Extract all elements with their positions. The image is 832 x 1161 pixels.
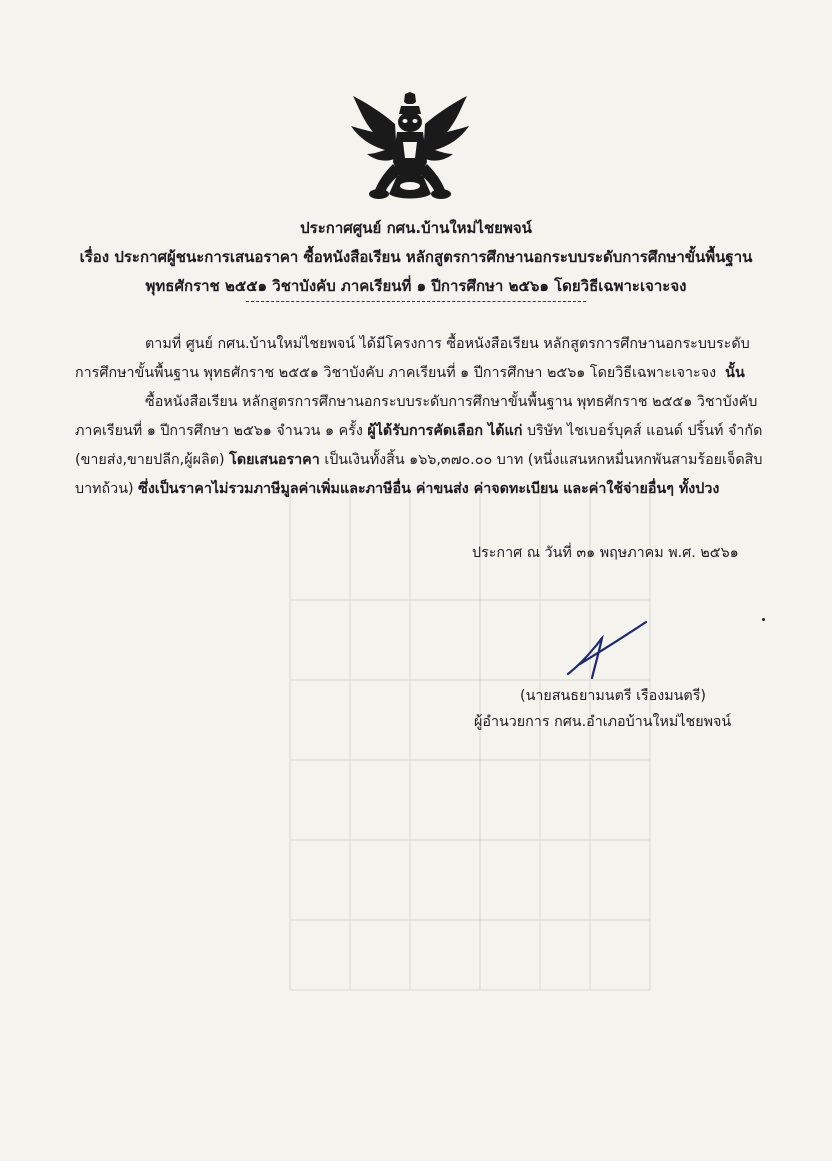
- body-text-bold: ผู้ได้รับการคัดเลือก ได้แก่: [367, 423, 523, 439]
- body-text-bold: ซึ่งเป็นราคาไม่รวมภาษีมูลค่าเพิ่มและภาษีอื่น ค่าขนส่ง ค่าจดทะเบียน และค่าใช้จ่ายอื่นๆ ทั้งปวง: [138, 481, 720, 497]
- body-text: เป็นเงินทั้งสิ้น ๑๖๖,๓๗๐.๐๐ บาท (หนึ่งแสนหกหมื่นหกพันสามร้อยเจ็ดสิบ: [324, 452, 763, 468]
- garuda-emblem-icon: [345, 92, 475, 204]
- body-text: (ขายส่ง,ขายปลีก,ผู้ผลิต): [75, 452, 225, 468]
- body-text-bold: นั้น: [725, 365, 745, 381]
- body-paragraph-line: [75, 478, 719, 500]
- speck: [762, 618, 765, 621]
- body-text: บริษัท ไชเบอร์บุคส์ แอนด์ ปริ้นท์ จำกัด: [526, 423, 763, 439]
- signature-mark: [560, 618, 650, 684]
- body-text: ภาคเรียนที่ ๑ ปีการศึกษา ๒๕๖๑ จำนวน ๑ ครั้ง: [75, 423, 363, 439]
- document-title: ประกาศศูนย์ กศน.บ้านใหม่ไชยพจน์: [300, 219, 532, 237]
- body-paragraph-line: ตามที่ ศูนย์ กศน.บ้านใหม่ไชยพจน์ ได้มีโครงการ ซื้อหนังสือเรียน หลักสูตรการศึกษานอกระบบระดับ: [145, 336, 750, 352]
- document-subject-continued: พุทธศักราช ๒๕๕๑ วิชาบังคับ ภาคเรียนที่ ๑ ปีการศึกษา ๒๕๖๑ โดยวิธีเฉพาะเจาะจง: [145, 277, 687, 295]
- body-paragraph-line: ซื้อหนังสือเรียน หลักสูตรการศึกษานอกระบบระดับการศึกษาขั้นพื้นฐาน พุทธศักราช ๒๕๕๑ วิชาบังคับ: [145, 394, 758, 410]
- body-paragraph-line: [75, 449, 762, 471]
- announcement-date: ประกาศ ณ วันที่ ๓๑ พฤษภาคม พ.ศ. ๒๕๖๑: [472, 545, 739, 561]
- body-text-bold: โดยเสนอราคา: [229, 452, 320, 468]
- signer-position: ผู้อำนวยการ กศน.อำเภอบ้านใหม่ไชยพจน์: [474, 714, 732, 730]
- signer-name: (นายสนธยามนตรี เรืองมนตรี): [520, 688, 706, 704]
- body-text: บาทถ้วน): [75, 481, 134, 497]
- body-paragraph-line: [75, 420, 762, 442]
- document-subject: เรื่อง ประกาศผู้ชนะการเสนอราคา ซื้อหนังสือเรียน หลักสูตรการศึกษานอกระบบระดับการศึกษาขั้นพื้นฐาน: [79, 248, 753, 266]
- body-text: การศึกษาขั้นพื้นฐาน พุทธศักราช ๒๕๕๑ วิชาบังคับ ภาคเรียนที่ ๑ ปีการศึกษา ๒๕๖๑ โดยวิธีเฉพาะเจาะจง: [75, 365, 717, 381]
- body-paragraph-line: [75, 362, 745, 384]
- separator-line: [246, 301, 586, 302]
